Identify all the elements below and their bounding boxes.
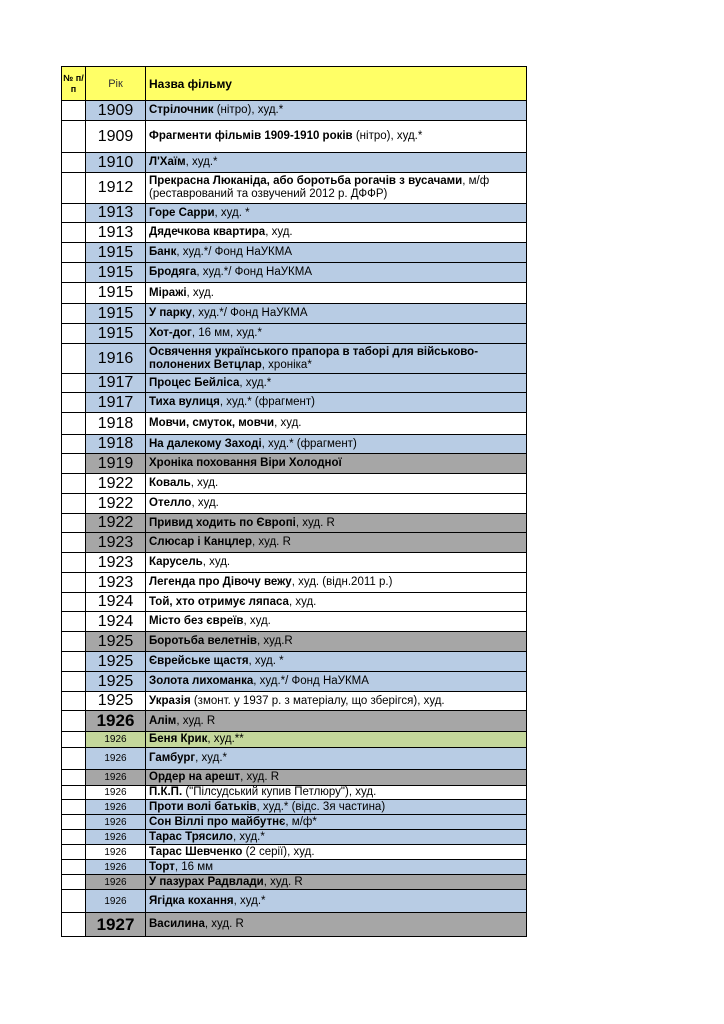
row-year: 1926	[86, 830, 146, 845]
table-row	[62, 632, 527, 652]
row-year: 1922	[86, 494, 146, 514]
row-title	[146, 243, 527, 263]
row-year: 1927	[86, 913, 146, 937]
film-details: , худ. *	[248, 655, 284, 667]
row-title	[146, 830, 527, 845]
row-number-cell	[62, 204, 86, 223]
row-number-cell	[62, 344, 86, 374]
table-row	[62, 553, 527, 573]
film-name: У пазурах Радвлади	[149, 875, 264, 888]
films-table	[61, 66, 527, 937]
table-body	[62, 101, 527, 937]
row-title	[146, 435, 527, 454]
table-row	[62, 860, 527, 875]
row-year: 1913	[86, 223, 146, 243]
row-number-cell	[62, 324, 86, 344]
film-details: , худ. R	[240, 771, 280, 783]
film-details: , худ.	[191, 497, 219, 509]
row-title	[146, 770, 527, 786]
row-number-cell	[62, 153, 86, 173]
film-details: , худ. R	[295, 516, 335, 529]
table-row	[62, 474, 527, 494]
film-name: Отелло	[149, 497, 192, 509]
table-row	[62, 153, 527, 173]
film-details: (нітро), худ.*	[213, 104, 284, 116]
row-number-cell	[62, 786, 86, 800]
film-name: Коваль	[149, 477, 191, 489]
table-row	[62, 533, 527, 553]
row-title	[146, 533, 527, 553]
row-number-cell	[62, 121, 86, 153]
film-name: Беня Крик	[149, 733, 208, 745]
film-name: Хот-дог	[149, 327, 192, 339]
row-title	[146, 913, 527, 937]
row-year: 1925	[86, 692, 146, 711]
row-number-cell	[62, 435, 86, 454]
row-title	[146, 875, 527, 890]
row-number-cell	[62, 514, 86, 533]
film-name: П.К.П.	[149, 786, 183, 798]
row-title	[146, 573, 527, 593]
row-title	[146, 474, 527, 494]
row-year: 1917	[86, 374, 146, 393]
table-row	[62, 748, 527, 770]
table-row	[62, 324, 527, 344]
film-details: (нітро), худ.*	[352, 130, 423, 142]
row-year: 1925	[86, 652, 146, 672]
row-number-cell	[62, 875, 86, 890]
table-row	[62, 435, 527, 454]
row-number-cell	[62, 652, 86, 672]
film-details: , худ.*/ Фонд НаУКМА	[191, 307, 308, 319]
table-row	[62, 612, 527, 632]
row-number-cell	[62, 845, 86, 860]
row-year: 1926	[86, 890, 146, 913]
row-number-cell	[62, 283, 86, 304]
film-details: ("Пілсудський купив Петлюру"), худ.	[182, 786, 377, 798]
row-year: 1926	[86, 845, 146, 860]
row-title	[146, 845, 527, 860]
row-number-cell	[62, 573, 86, 593]
row-year: 1926	[86, 732, 146, 748]
row-year: 1909	[86, 121, 146, 153]
row-title	[146, 454, 527, 474]
table-row	[62, 672, 527, 692]
table-row	[62, 454, 527, 474]
row-year: 1926	[86, 860, 146, 875]
row-number-cell	[62, 732, 86, 748]
row-title	[146, 786, 527, 800]
film-details: , худ.*	[232, 830, 265, 843]
row-number-cell	[62, 374, 86, 393]
row-number-cell	[62, 711, 86, 732]
film-name: Банк	[149, 246, 177, 258]
table-row	[62, 514, 527, 533]
film-name: Тарас Шевченко	[149, 845, 243, 858]
film-details: , худ.*	[239, 376, 272, 389]
row-title	[146, 374, 527, 393]
row-year: 1910	[86, 153, 146, 173]
film-details: , худ. R	[263, 875, 303, 888]
film-details: (змонт. у 1937 р. з матеріалу, що зберігся), худ.	[190, 694, 445, 707]
row-year: 1922	[86, 514, 146, 533]
row-number-cell	[62, 533, 86, 553]
row-number-cell	[62, 393, 86, 413]
table-header	[62, 67, 527, 101]
film-name: Боротьба велетнів	[149, 635, 258, 647]
film-name: Л'Хаїм	[149, 156, 186, 168]
film-details: , худ.**	[207, 733, 244, 745]
film-name: Золота лихоманка	[149, 675, 254, 687]
row-title	[146, 612, 527, 632]
film-name: Бродяга	[149, 266, 197, 278]
table-row	[62, 304, 527, 324]
header-title: Назва фільму	[146, 67, 527, 101]
film-name: Горе Сарри	[149, 206, 215, 219]
film-details: , худ.	[265, 226, 293, 238]
film-details: , хроніка*	[261, 358, 312, 371]
film-details: , худ. R	[204, 918, 244, 930]
row-number-cell	[62, 593, 86, 612]
table-row	[62, 692, 527, 711]
row-title	[146, 593, 527, 612]
film-details: , 16 мм	[174, 860, 214, 873]
film-name: Процес Бейліса	[149, 376, 240, 389]
row-title	[146, 514, 527, 533]
film-details: , худ. *	[214, 206, 250, 219]
row-number-cell	[62, 454, 86, 474]
row-year: 1924	[86, 593, 146, 612]
table-row	[62, 374, 527, 393]
table-row	[62, 393, 527, 413]
film-details: , худ.* (фрагмент)	[219, 396, 315, 408]
film-name: Привид ходить по Європі	[149, 516, 296, 529]
film-name: Мовчи, смуток, мовчи	[149, 417, 275, 429]
row-year: 1925	[86, 632, 146, 652]
table-row	[62, 913, 527, 937]
row-year: 1923	[86, 553, 146, 573]
row-year: 1926	[86, 875, 146, 890]
row-title	[146, 494, 527, 514]
row-year: 1926	[86, 770, 146, 786]
row-title	[146, 223, 527, 243]
row-number-cell	[62, 173, 86, 204]
row-year: 1918	[86, 435, 146, 454]
film-name: Освячення українського прапора в таборі для військово-полонених Ветцлар	[149, 345, 479, 371]
film-name: Алім	[149, 714, 177, 727]
row-title	[146, 324, 527, 344]
row-number-cell	[62, 890, 86, 913]
table-row	[62, 263, 527, 283]
row-year: 1915	[86, 304, 146, 324]
film-details: , худ. R	[251, 536, 291, 548]
table-row	[62, 652, 527, 672]
film-details: , худ.	[190, 477, 219, 489]
row-year: 1926	[86, 800, 146, 815]
table-row	[62, 800, 527, 815]
row-number-cell	[62, 800, 86, 815]
table-row	[62, 204, 527, 223]
table-row	[62, 845, 527, 860]
row-title	[146, 800, 527, 815]
row-year: 1923	[86, 533, 146, 553]
row-title	[146, 632, 527, 652]
row-title	[146, 153, 527, 173]
row-number-cell	[62, 612, 86, 632]
table-row	[62, 830, 527, 845]
film-name: Прекрасна Люканіда, або боротьба рогачів з вусачами	[149, 175, 463, 187]
header-year: Рік	[86, 67, 146, 101]
table-row	[62, 770, 527, 786]
table-row	[62, 593, 527, 612]
row-year: 1926	[86, 815, 146, 830]
row-title	[146, 815, 527, 830]
row-year: 1925	[86, 672, 146, 692]
table-row	[62, 732, 527, 748]
row-number-cell	[62, 672, 86, 692]
row-title	[146, 121, 527, 153]
film-name: Місто без євреїв	[149, 615, 244, 627]
table-row	[62, 101, 527, 121]
row-title	[146, 732, 527, 748]
row-title	[146, 890, 527, 913]
film-details: , худ. (відн.2011 р.)	[291, 576, 393, 588]
table-row	[62, 173, 527, 204]
film-details: , худ.*	[195, 752, 228, 764]
film-details: , худ.	[274, 417, 302, 429]
row-number-cell	[62, 263, 86, 283]
table-row	[62, 344, 527, 374]
film-details: , худ.	[202, 556, 231, 568]
row-number-cell	[62, 553, 86, 573]
film-details: (2 серії), худ.	[242, 845, 315, 858]
film-name: Сон Віллі про майбутнє	[149, 815, 286, 828]
film-name: На далекому Заході	[149, 437, 262, 450]
row-year: 1917	[86, 393, 146, 413]
row-year: 1912	[86, 173, 146, 204]
film-name: У парку	[149, 307, 192, 319]
row-number-cell	[62, 223, 86, 243]
table-row	[62, 121, 527, 153]
film-details: , худ.*/ Фонд НаУКМА	[176, 246, 293, 258]
film-details: , худ.*/ Фонд НаУКМА	[253, 675, 369, 687]
row-year: 1915	[86, 263, 146, 283]
row-number-cell	[62, 632, 86, 652]
table-row	[62, 711, 527, 732]
film-name: Легенда про Дівочу вежу	[149, 576, 292, 588]
row-year: 1926	[86, 711, 146, 732]
film-name: Дядечкова квартира	[149, 226, 266, 238]
film-name: Тарас Трясило	[149, 830, 233, 843]
film-details: , худ.* (фрагмент)	[261, 437, 357, 450]
table-row	[62, 573, 527, 593]
row-number-cell	[62, 692, 86, 711]
row-title	[146, 672, 527, 692]
table-row	[62, 223, 527, 243]
film-details: , худ. R	[176, 714, 216, 727]
row-number-cell	[62, 474, 86, 494]
row-title	[146, 101, 527, 121]
film-name: Той, хто отримує ляпаса	[149, 595, 289, 608]
table-row	[62, 283, 527, 304]
row-number-cell	[62, 494, 86, 514]
row-year: 1916	[86, 344, 146, 374]
table-row	[62, 494, 527, 514]
header-number: № п/п	[62, 67, 86, 101]
film-name: Хроніка поховання Віри Холодної	[149, 457, 342, 469]
row-number-cell	[62, 304, 86, 324]
row-year: 1926	[86, 748, 146, 770]
row-number-cell	[62, 101, 86, 121]
row-year: 1923	[86, 573, 146, 593]
film-name: Ордер на арешт	[149, 771, 241, 783]
row-title	[146, 860, 527, 875]
film-details: , худ.*/ Фонд НаУКМА	[196, 266, 312, 278]
film-name: Тиха вулиця	[149, 396, 220, 408]
film-details: , м/ф (реставрований та озвучений 2012 р. ДФФР)	[149, 175, 490, 200]
film-details: , м/ф*	[285, 815, 317, 828]
table-row	[62, 786, 527, 800]
row-title	[146, 204, 527, 223]
film-name: Стрілочник	[149, 104, 214, 116]
film-details: , худ.	[288, 595, 317, 608]
film-details: , худ.*	[233, 894, 266, 907]
film-name: Слюсар і Канцлер	[149, 536, 252, 548]
row-number-cell	[62, 243, 86, 263]
table-row	[62, 890, 527, 913]
row-year: 1919	[86, 454, 146, 474]
row-title	[146, 652, 527, 672]
film-details: , худ.* (відс. 3я частина)	[256, 800, 386, 813]
row-number-cell	[62, 830, 86, 845]
table-row	[62, 243, 527, 263]
film-details: , худ.	[186, 286, 214, 299]
table-row	[62, 413, 527, 435]
table-row	[62, 875, 527, 890]
row-number-cell	[62, 770, 86, 786]
row-year: 1918	[86, 413, 146, 435]
film-name: Василина	[149, 918, 205, 930]
row-year: 1922	[86, 474, 146, 494]
row-year: 1915	[86, 324, 146, 344]
row-title	[146, 711, 527, 732]
row-title	[146, 283, 527, 304]
row-title	[146, 393, 527, 413]
film-name: Укразія	[149, 694, 191, 707]
row-number-cell	[62, 913, 86, 937]
row-year: 1909	[86, 101, 146, 121]
row-title	[146, 413, 527, 435]
row-title	[146, 263, 527, 283]
row-title	[146, 173, 527, 204]
film-details: , худ.*	[185, 156, 218, 168]
row-title	[146, 553, 527, 573]
film-name: Міражі	[149, 286, 187, 299]
film-details: , 16 мм, худ.*	[191, 327, 262, 339]
row-number-cell	[62, 413, 86, 435]
row-year: 1915	[86, 243, 146, 263]
row-year: 1924	[86, 612, 146, 632]
film-name: Торт	[149, 860, 175, 873]
table-row	[62, 815, 527, 830]
row-year: 1915	[86, 283, 146, 304]
row-year: 1926	[86, 786, 146, 800]
film-name: Ягідка кохання	[149, 894, 234, 907]
row-title	[146, 304, 527, 324]
header-row	[62, 67, 527, 101]
row-number-cell	[62, 860, 86, 875]
film-name: Єврейське щастя	[149, 655, 249, 667]
row-title	[146, 748, 527, 770]
film-name: Проти волі батьків	[149, 800, 257, 813]
film-name: Карусель	[149, 556, 203, 568]
film-details: , худ.	[243, 615, 271, 627]
film-name: Гамбург	[149, 752, 196, 764]
film-name: Фрагменти фільмів 1909-1910 років	[149, 130, 353, 142]
film-details: , худ.R	[257, 635, 293, 647]
row-title	[146, 344, 527, 374]
row-year: 1913	[86, 204, 146, 223]
row-number-cell	[62, 748, 86, 770]
row-number-cell	[62, 815, 86, 830]
row-title	[146, 692, 527, 711]
